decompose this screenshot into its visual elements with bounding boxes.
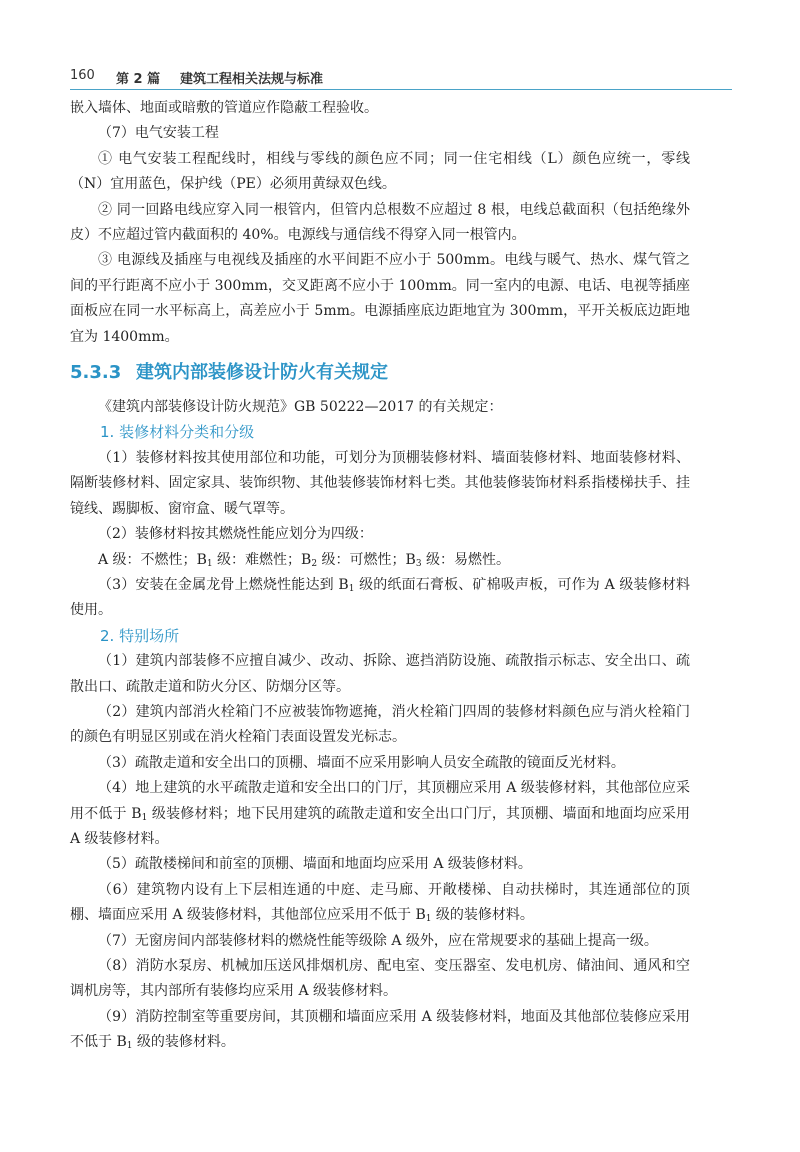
page-body <box>70 96 690 1056</box>
special-rule-9 <box>70 1005 690 1056</box>
material-rule-3-subscript: 1 <box>348 583 355 594</box>
special-rule-4-text: （4）地上建筑的水平疏散走道和安全出口的门厅，其顶棚应采用 A 级装修材料，其他部位应采用不低于 B <box>70 780 690 822</box>
item-7-clause-3: ③ 电源线及插座与电视线及插座的水平间距不应小于 500mm。电线与暖气、热水、煤气管之间的平行距离不应小于 300mm，交叉距离不应小于 100mm。同一室内的电源、电话、电视等插座面板应在同一水平标高上，高差应小于 5mm。电源插座底边距地宜为 300mm，平开关板底边距地宜为 1400mm。 <box>70 252 690 345</box>
grade-b3-text: 级：易燃性。 <box>421 551 511 568</box>
material-rule-2: （2）装修材料按其燃烧性能应划分为四级： <box>98 526 373 543</box>
header-divider <box>70 89 732 90</box>
grade-b2-text: 级：可燃性； <box>317 551 406 568</box>
special-rule-8: （8）消防水泵房、机械加压送风排烟机房、配电室、变压器室、发电机房、储油间、通风和空调机房等，其内部所有装修均应采用 A 级装修材料。 <box>70 958 690 1000</box>
material-rule-3-text: （3）安装在金属龙骨上燃烧性能达到 B <box>98 576 349 593</box>
grade-b3-subscript: 3 <box>415 558 422 569</box>
material-rule-1: （1）装修材料按其使用部位和功能，可划分为顶棚装修材料、墙面装修材料、地面装修材料、隔断装修材料、固定家具、装饰织物、其他装修装饰材料七类。其他装修装饰材料系指楼梯扶手、挂镜线、踢脚板、窗帘盒、暖气罩等。 <box>70 449 690 517</box>
special-rule-3: （3）疏散走道和安全出口的顶棚、墙面不应采用影响人员安全疏散的镜面反光材料。 <box>98 754 625 771</box>
special-rule-5: （5）疏散楼梯间和前室的顶棚、墙面和地面均应采用 A 级装修材料。 <box>98 856 532 873</box>
special-rule-9-text-end: 级的装修材料。 <box>132 1034 235 1051</box>
grade-list <box>70 548 690 573</box>
special-rule-6-text: （6）建筑物内设有上下层相连通的中庭、走马廊、开敞楼梯、自动扶梯时，其连通部位的顶棚、墙面应采用 A 级装修材料，其他部位应采用不低于 B <box>70 881 690 924</box>
material-rule-3 <box>70 573 690 624</box>
special-rule-4 <box>70 776 690 852</box>
special-rule-4-subscript: 1 <box>141 812 148 823</box>
section-intro: 《建筑内部装修设计防火规范》GB 50222—2017 的有关规定： <box>98 399 503 416</box>
grade-b2-letter: B <box>301 551 312 568</box>
special-rule-6 <box>70 878 690 929</box>
subheading-special-places: 2. 特别场所 <box>100 626 180 645</box>
special-rule-2: （2）建筑内部消火栓箱门不应被装饰物遮掩，消火栓箱门四周的装修材料颜色应与消火栓箱门的颜色有明显区别或在消火栓箱门表面设置发光标志。 <box>70 703 690 746</box>
page-number: 160 <box>70 68 95 83</box>
grade-b2-subscript: 2 <box>311 558 318 569</box>
special-rule-9-text: （9）消防控制室等重要房间，其顶棚和墙面应采用 A 级装修材料，地面及其他部位装修应采用不低于 B <box>70 1008 690 1051</box>
grade-b1-text: 级：难燃性； <box>212 551 302 568</box>
grade-b1-letter: B <box>196 551 207 568</box>
grade-a: A 级：不燃性； <box>98 551 197 568</box>
special-rule-7: （7）无窗房间内部装修材料的燃烧性能等级除 A 级外，应在常规要求的基础上提高一级。 <box>98 932 658 949</box>
special-rule-4-text-end: 级装修材料；地下民用建筑的疏散走道和安全出口门厅，其顶棚、墙面和地面均应采用 A 级装修材料。 <box>70 805 690 847</box>
running-header <box>70 64 730 88</box>
section-heading <box>70 353 690 393</box>
section-number: 5.3.3 <box>70 362 122 384</box>
grade-b1-subscript: 1 <box>206 558 213 569</box>
subheading-materials: 1. 装修材料分类和分级 <box>100 423 255 442</box>
grade-b3-letter: B <box>405 551 416 568</box>
item-7-clause-2: ② 同一回路电线应穿入同一根管内，但管内总根数不应超过 8 根，电线总截面积（包括绝缘外皮）不应超过管内截面积的 40%。电源线与通信线不得穿入同一根管内。 <box>70 201 690 244</box>
special-rule-6-subscript: 1 <box>425 914 432 925</box>
special-rule-9-subscript: 1 <box>126 1041 133 1052</box>
item-7-clause-1: ① 电气安装工程配线时，相线与零线的颜色应不同；同一住宅相线（L）颜色应统一，零线（N）宜用蓝色，保护线（PE）必须用黄绿双色线。 <box>70 150 690 193</box>
special-rule-1: （1）建筑内部装修不应擅自减少、改动、拆除、遮挡消防设施、疏散指示标志、安全出口、疏散出口、疏散走道和防火分区、防烟分区等。 <box>70 653 690 695</box>
paragraph-continued: 嵌入墙体、地面或暗敷的管道应作隐蔽工程验收。 <box>70 100 378 116</box>
section-title: 建筑内部装修设计防火有关规定 <box>136 362 388 384</box>
header-title: 建筑工程相关法规与标准 <box>180 72 324 87</box>
part-label: 第 2 篇 <box>116 72 161 87</box>
material-rule-3-text-end: 级的纸面石膏板、矿棉吸声板，可作为 A 级装修材料使用。 <box>70 576 690 619</box>
item-7-title: （7）电气安装工程 <box>98 125 219 142</box>
special-rule-6-text-end: 级的装修材料。 <box>431 907 534 924</box>
